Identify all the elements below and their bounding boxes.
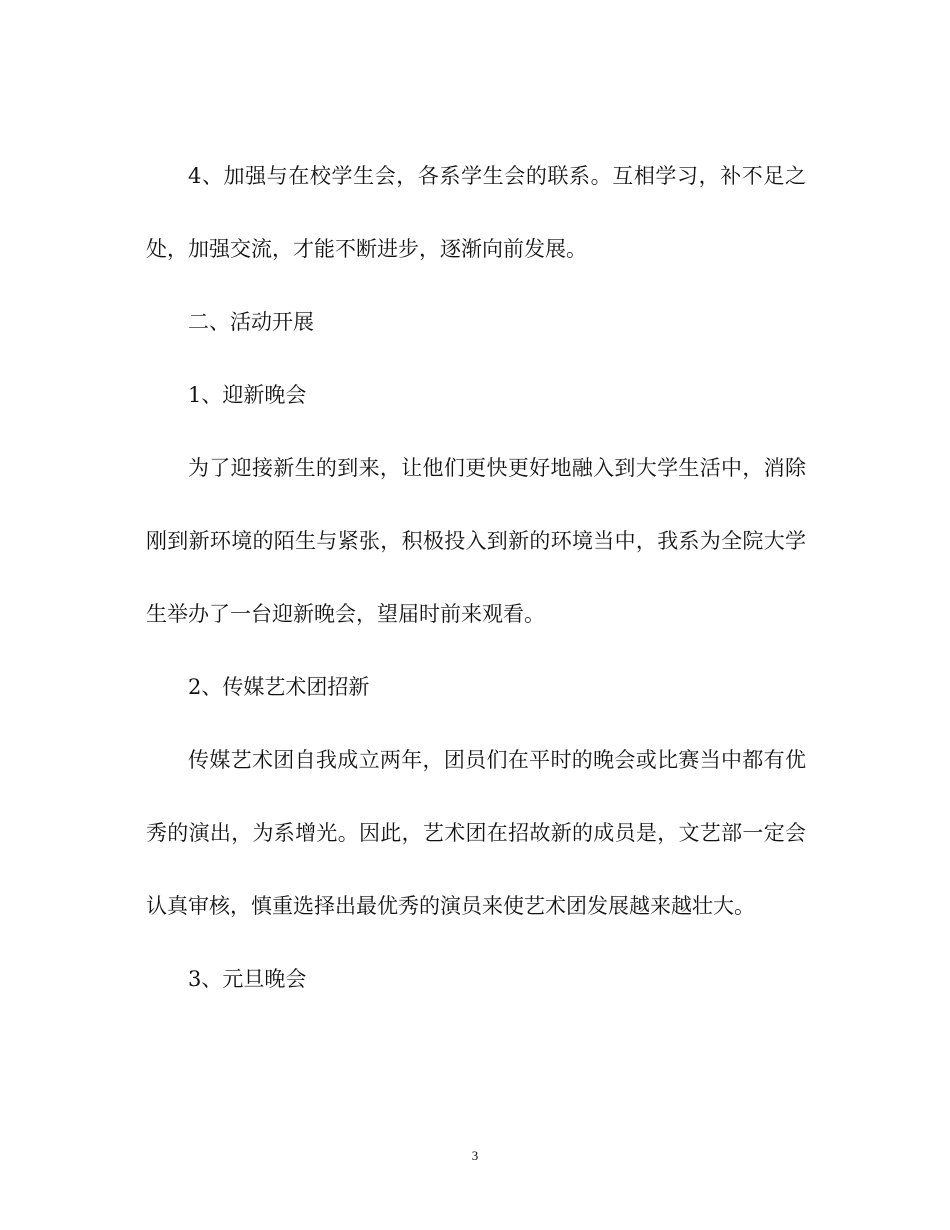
subheading-art-troupe-recruitment: 2、传媒艺术团招新 [188, 675, 370, 699]
paragraph-art-troupe: 传媒艺术团自我成立两年，团员们在平时的晚会或比赛当中都有优秀的演出，为系增光。因此，艺术团在招故新的成员是，文艺部一定会认真审核，慎重选择出最优秀的演员来使艺术团发展越来越壮大。 [146, 748, 806, 918]
document-body [146, 140, 806, 1016]
paragraph-welcome-party: 为了迎接新生的到来，让他们更快更好地融入到大学生活中，消除刚到新环境的陌生与紧张，积极投入到新的环境当中，我系为全院大学生举办了一台迎新晚会，望届时前来观看。 [146, 456, 806, 626]
subheading-welcome-party: 1、迎新晚会 [188, 383, 307, 407]
section-heading-activities: 二、活动开展 [188, 310, 314, 334]
subheading-new-year-party: 3、元旦晚会 [188, 967, 307, 991]
page-number: 3 [471, 1148, 479, 1163]
paragraph-liaison: 4、加强与在校学生会，各系学生会的联系。互相学习，补不足之处，加强交流，才能不断进步，逐渐向前发展。 [146, 164, 806, 261]
